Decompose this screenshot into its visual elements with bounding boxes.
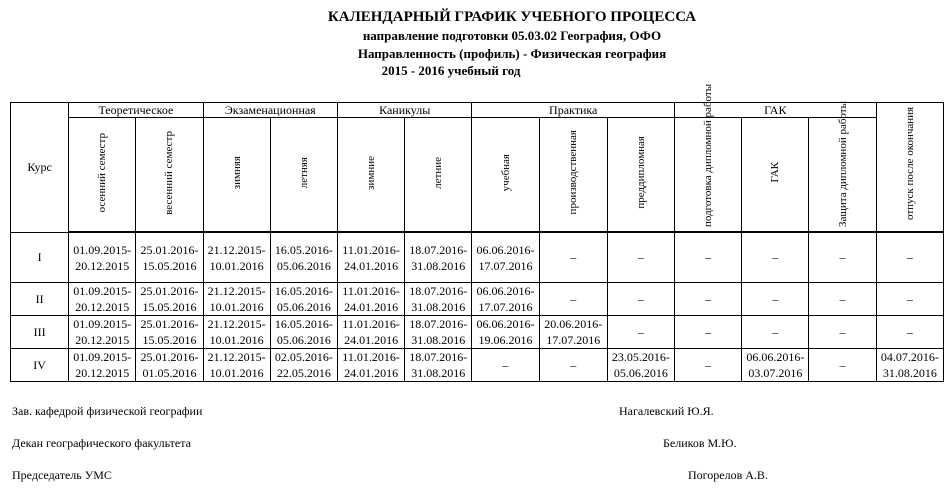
date-cell: 18.07.2016- 31.08.2016 <box>405 316 472 349</box>
date-cell: 01.09.2015- 20.12.2015 <box>69 283 136 316</box>
kurs-cell: I <box>11 232 69 283</box>
dash-cell: – <box>607 232 674 283</box>
table-row <box>11 316 944 349</box>
dash-cell: – <box>809 349 876 382</box>
dash-cell: – <box>742 283 809 316</box>
group-exam: Экзаменационная <box>203 103 337 118</box>
col-header-text: Защита дипломной работы <box>836 100 849 227</box>
academic-year-line: 2015 - 2016 учебный год <box>381 63 521 78</box>
date-cell: 16.05.2016- 05.06.2016 <box>270 283 337 316</box>
dash-cell: – <box>675 316 742 349</box>
date-cell: 18.07.2016- 31.08.2016 <box>405 349 472 382</box>
date-cell: 11.01.2016- 24.01.2016 <box>337 283 404 316</box>
col-header-text: летние <box>432 156 445 189</box>
date-cell: 25.01.2016- 15.05.2016 <box>136 232 203 283</box>
signature-role-head-department: Зав. кафедрой физической географии <box>12 404 203 418</box>
date-cell: 25.01.2016- 15.05.2016 <box>136 316 203 349</box>
dash-cell: – <box>675 232 742 283</box>
date-cell: 11.01.2016- 24.01.2016 <box>337 316 404 349</box>
date-cell: 18.07.2016- 31.08.2016 <box>405 232 472 283</box>
table-row <box>11 232 944 283</box>
col-header-text: зимняя <box>230 155 243 190</box>
kurs-header: Курс <box>11 103 69 233</box>
dash-cell: – <box>607 316 674 349</box>
date-cell: 21.12.2015- 10.01.2016 <box>203 316 270 349</box>
kurs-cell: III <box>11 316 69 349</box>
date-cell: 06.06.2016- 19.06.2016 <box>472 316 539 349</box>
date-cell: 18.07.2016- 31.08.2016 <box>405 283 472 316</box>
group-gak: ГАК <box>675 103 877 118</box>
kurs-cell: II <box>11 283 69 316</box>
col-header-summer-exam <box>270 118 337 233</box>
signature-role-ums-chair: Председатель УМС <box>12 468 112 482</box>
date-cell: 16.05.2016- 05.06.2016 <box>270 316 337 349</box>
date-cell: 04.07.2016- 31.08.2016 <box>876 349 943 382</box>
col-header-prediploma <box>607 118 674 233</box>
date-cell: 21.12.2015- 10.01.2016 <box>203 349 270 382</box>
profile-line: Направленность (профиль) - Физическая география <box>357 46 667 61</box>
table-row <box>11 283 944 316</box>
date-cell: 20.06.2016- 17.07.2016 <box>539 316 607 349</box>
date-cell: 06.06.2016- 17.07.2016 <box>472 232 539 283</box>
date-cell: 01.09.2015- 20.12.2015 <box>69 232 136 283</box>
document-title: КАЛЕНДАРНЫЙ ГРАФИК УЧЕБНОГО ПРОЦЕССА <box>327 9 697 25</box>
kurs-cell: IV <box>11 349 69 382</box>
group-holidays: Каникулы <box>337 103 471 118</box>
dash-cell: – <box>675 283 742 316</box>
direction-line: направление подготовки 05.03.02 География, ОФО <box>362 28 662 43</box>
col-header-diploma-prep <box>675 83 742 233</box>
col-header-production-practice <box>539 118 607 233</box>
dash-cell: – <box>809 283 876 316</box>
col-header-study-practice <box>472 118 539 233</box>
col-header-text: подготовка дипломной работы <box>702 83 715 227</box>
dash-cell: – <box>472 349 539 382</box>
date-cell: 21.12.2015- 10.01.2016 <box>203 232 270 283</box>
date-cell: 16.05.2016- 05.06.2016 <box>270 232 337 283</box>
table-row <box>11 349 944 382</box>
dash-cell: – <box>539 232 607 283</box>
col-header-text: учебная <box>499 153 512 192</box>
document-header <box>0 8 950 79</box>
col-header-winter-exam <box>203 118 270 233</box>
col-header-gak <box>742 118 809 233</box>
dash-cell: – <box>742 316 809 349</box>
dash-cell: – <box>876 283 943 316</box>
dash-cell: – <box>539 283 607 316</box>
col-header-text: осенний семестр <box>96 132 109 213</box>
signature-name-ums-chair: Погорелов А.В. <box>688 468 768 482</box>
dash-cell: – <box>809 316 876 349</box>
dash-cell: – <box>675 349 742 382</box>
date-cell: 06.06.2016- 17.07.2016 <box>472 283 539 316</box>
group-theoretical: Теоретическое <box>69 103 203 118</box>
date-cell: 01.09.2015- 20.12.2015 <box>69 349 136 382</box>
col-header-text: весенний семестр <box>163 130 176 215</box>
date-cell: 02.05.2016- 22.05.2016 <box>270 349 337 382</box>
col-header-diploma-defense <box>809 100 876 233</box>
dash-cell: – <box>809 232 876 283</box>
signature-name-dean: Беликов М.Ю. <box>663 436 737 450</box>
col-header-text: производственная <box>567 130 580 215</box>
date-cell: 11.01.2016- 24.01.2016 <box>337 232 404 283</box>
date-cell: 06.06.2016- 03.07.2016 <box>742 349 809 382</box>
col-header-text: зимние <box>365 155 378 190</box>
dash-cell: – <box>539 349 607 382</box>
col-header-autumn <box>69 118 136 233</box>
date-cell: 25.01.2016- 01.05.2016 <box>136 349 203 382</box>
dash-cell: – <box>607 283 674 316</box>
col-header-spring <box>136 118 203 233</box>
date-cell: 21.12.2015- 10.01.2016 <box>203 283 270 316</box>
col-header-text: преддипломная <box>634 136 647 209</box>
schedule-table <box>10 83 944 382</box>
col-header-leave-text: отпуск после окончания <box>903 106 916 220</box>
date-cell: 25.01.2016- 15.05.2016 <box>136 283 203 316</box>
signature-name-head-department: Нагалевский Ю.Я. <box>619 404 714 418</box>
date-cell: 01.09.2015- 20.12.2015 <box>69 316 136 349</box>
group-practice: Практика <box>472 103 675 118</box>
signature-role-dean: Декан географического факультета <box>12 436 191 450</box>
dash-cell: – <box>742 232 809 283</box>
dash-cell: – <box>876 316 943 349</box>
col-header-summer-holidays <box>405 118 472 233</box>
col-header-text: летняя <box>297 156 310 189</box>
col-header-text: ГАК <box>769 162 782 183</box>
date-cell: 11.01.2016- 24.01.2016 <box>337 349 404 382</box>
col-header-leave <box>876 103 943 233</box>
col-header-winter-holidays <box>337 118 404 233</box>
dash-cell: – <box>876 232 943 283</box>
date-cell: 23.05.2016- 05.06.2016 <box>607 349 674 382</box>
